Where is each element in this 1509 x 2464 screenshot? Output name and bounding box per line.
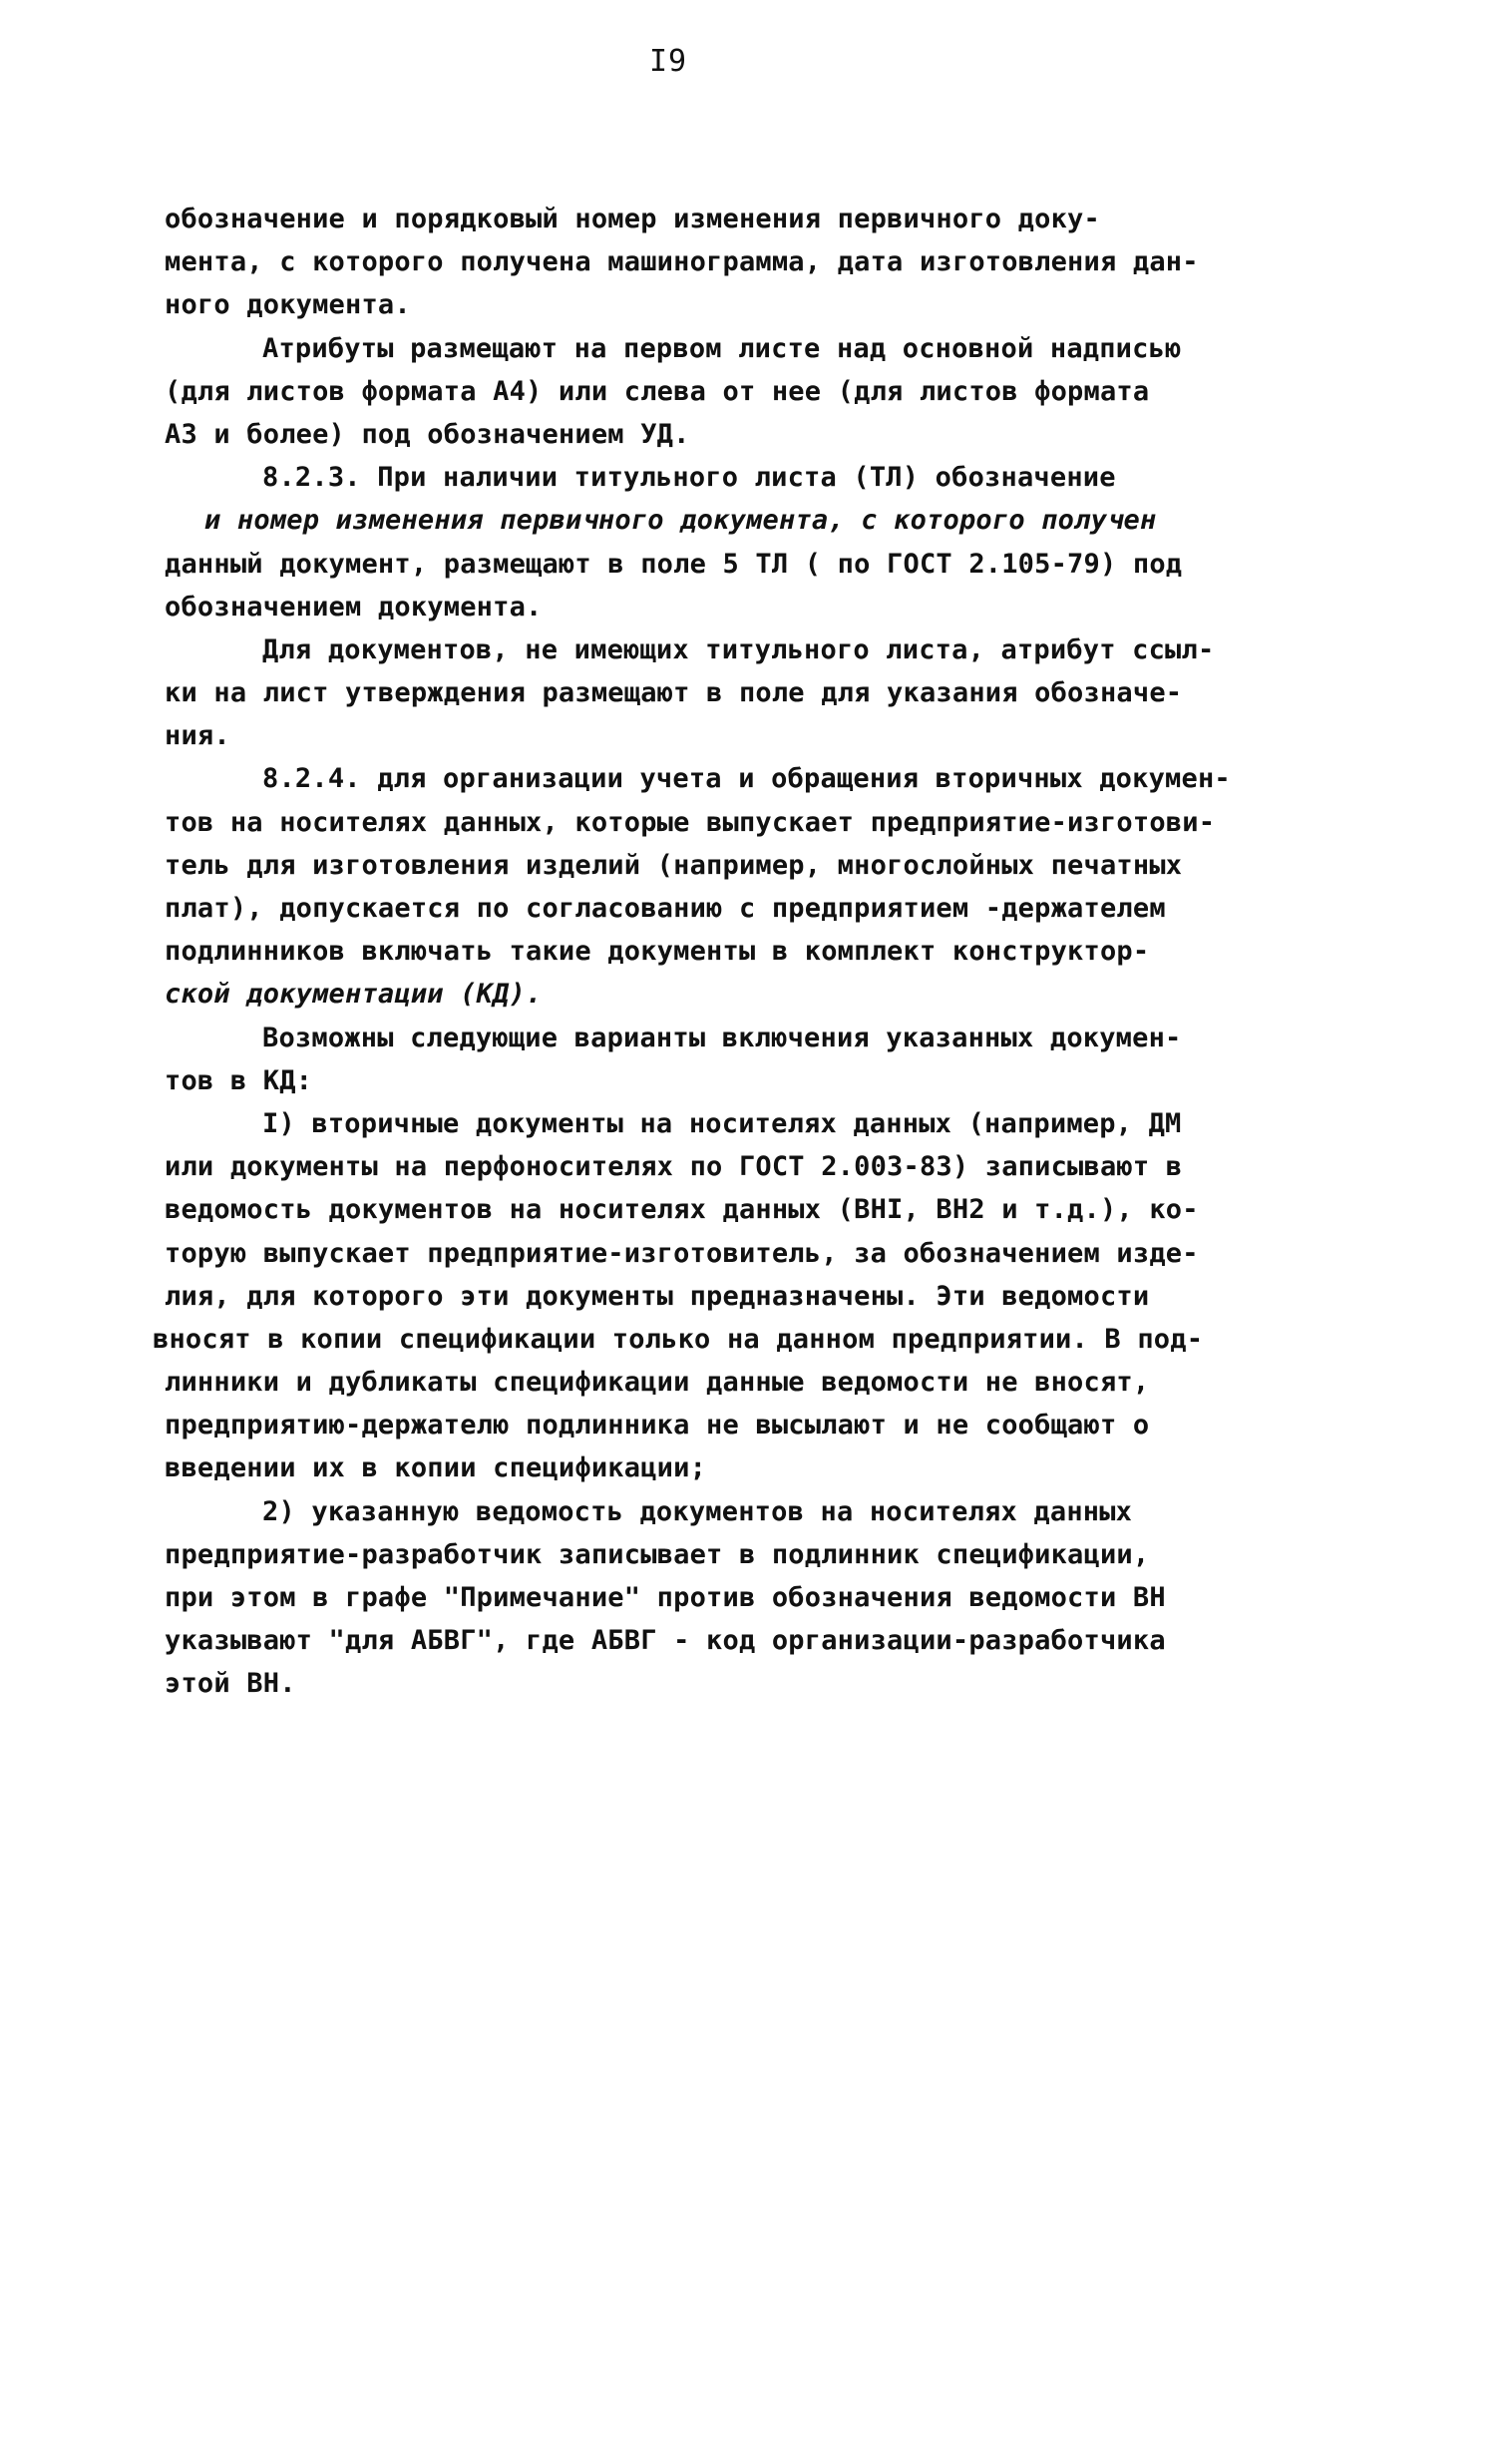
text-line: введении их в копии спецификации; bbox=[165, 1452, 707, 1484]
text-line: мента, с которого получена машинограмма, дата изготовления дан- bbox=[165, 246, 1199, 278]
text-line: Атрибуты размещают на первом листе над основной надписью bbox=[262, 332, 1182, 364]
text-line: или документы на перфоносителях по ГОСТ 2.003-83) записывают в bbox=[165, 1151, 1183, 1183]
page-number: I9 bbox=[648, 44, 688, 79]
text-line: данный документ, размещают в поле 5 ТЛ ( по ГОСТ 2.105-79) под bbox=[165, 548, 1183, 580]
text-line: плат), допускается по согласованию с предприятием -держателем bbox=[165, 893, 1166, 924]
document-body bbox=[153, 198, 1297, 1706]
section-8-2-4: 8.2.4. для организации учета и обращения вторичных докумен- bbox=[262, 763, 1231, 795]
text-line: при этом в графе "Примечание" против обозначения ведомости ВН bbox=[165, 1582, 1166, 1613]
text-line: ного документа. bbox=[165, 289, 411, 321]
text-line: обозначением документа. bbox=[165, 591, 543, 622]
text-line: торую выпускает предприятие-изготовитель, за обозначением изде- bbox=[165, 1237, 1199, 1269]
text-line: этой ВН. bbox=[165, 1668, 296, 1700]
text-line: тов в КД: bbox=[165, 1064, 313, 1096]
text-line: тель для изготовления изделий (например, многослойных печатных bbox=[165, 849, 1183, 881]
list-item-2: 2) указанную ведомость документов на носителях данных bbox=[262, 1495, 1133, 1527]
text-line: тов на носителях данных, которые выпускает предприятие-изготови- bbox=[165, 806, 1216, 838]
text-line: ки на лист утверждения размещают в поле для указания обозначе- bbox=[165, 677, 1183, 709]
section-8-2-3: 8.2.3. При наличии титульного листа (ТЛ) обозначение bbox=[262, 462, 1116, 494]
text-line: ния. bbox=[165, 720, 230, 752]
list-item-1: I) вторичные документы на носителях данных (например, ДМ bbox=[262, 1107, 1182, 1139]
text-line: и номер изменения первичного документа, с которого получен bbox=[204, 505, 1157, 537]
text-line: Возможны следующие варианты включения указанных докумен- bbox=[262, 1022, 1182, 1053]
text-line: предприятие-разработчик записывает в подлинник спецификации, bbox=[165, 1538, 1150, 1570]
text-line: Для документов, не имеющих титульного листа, атрибут ссыл- bbox=[262, 633, 1215, 665]
text-line: лия, для которого эти документы предназначены. Эти ведомости bbox=[165, 1280, 1150, 1312]
text-line: ской документации (КД). bbox=[165, 979, 543, 1011]
text-line: указывают "для АБВГ", где АБВГ - код организации-разработчика bbox=[165, 1625, 1166, 1657]
text-line: линники и дубликаты спецификации данные ведомости не вносят, bbox=[165, 1367, 1150, 1399]
text-line: подлинников включать такие документы в комплект конструктор- bbox=[165, 936, 1150, 968]
text-line: (для листов формата А4) или слева от нее (для листов формата bbox=[165, 375, 1150, 407]
text-line: предприятию-держателю подлинника не высылают и не сообщают о bbox=[165, 1410, 1150, 1441]
text-line: ведомость документов на носителях данных (ВНI, ВН2 и т.д.), ко- bbox=[165, 1194, 1199, 1226]
text-line: вносят в копии спецификации только на данном предприятии. В под- bbox=[153, 1323, 1204, 1355]
text-line: А3 и более) под обозначением УД. bbox=[165, 418, 690, 450]
text-line: обозначение и порядковый номер изменения первичного доку- bbox=[165, 204, 1100, 234]
